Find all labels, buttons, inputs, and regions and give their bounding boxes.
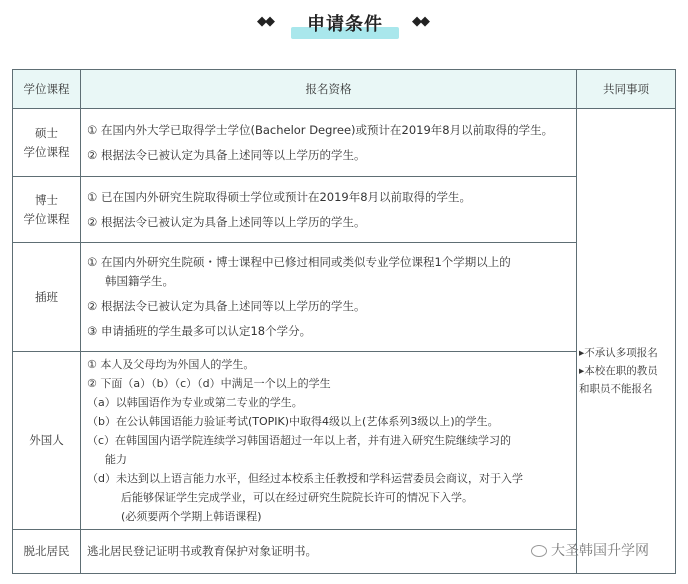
page-title: 申请条件 [307, 14, 383, 35]
common-notes: ▸不承认多项报名 ▸本校在职的教员 和职员不能报名 [577, 109, 676, 574]
requirements-doctor: ① 已在国内外研究生院取得硕士学位或预计在2019年8月以前取得的学生。 ② 根据法令已被认定为具备上述同等以上学历的学生。 [81, 177, 577, 243]
requirements-foreigner: ① 本人及父母均为外国人的学生。 ② 下面（a）（b）（c）（d）中满足一个以上的学生 （a）以韩国语作为专业或第二专业的学生。 （b）在公认韩国语能力验证考试(TOPIK)中取得4级以上(艺体系列3级以上)的学生。 （c）在韩国国内语学院连续学习韩国语超过一年以上者，并有进入研究生院继续学习的 能力 （d）未达到以上语言能力水平，但经过本校系主任教授和学科运营委员会商议，对于入学 后能够保证学生完成学业，可以在经过研究生院院长许可的情况下入学。 (必须要两个学期上韩语课程) [81, 352, 577, 530]
table-row-foreigner [13, 352, 676, 530]
requirements-master: ① 在国内外大学已取得学士学位(Bachelor Degree)或预计在2019年8月以前取得的学生。 ② 根据法令已被认定为具备上述同等以上学历的学生。 [81, 109, 577, 177]
watermark: 大圣韩国升学网 [531, 540, 649, 560]
table-row-doctor [13, 177, 676, 243]
wechat-icon [531, 545, 547, 557]
category-doctor: 博士 学位课程 [13, 177, 81, 243]
table-header-row [13, 70, 676, 109]
table-row-master [13, 109, 676, 177]
table-row-transfer [13, 243, 676, 352]
header-course: 学位课程 [13, 70, 81, 109]
header-qualification: 报名资格 [81, 70, 577, 109]
category-foreigner: 外国人 [13, 352, 81, 530]
requirements-transfer: ① 在国内外研究生院硕・博士课程中已修过相同或类似专业学位课程1个学期以上的 韩国籍学生。 ② 根据法令已被认定为具备上述同等以上学历的学生。 ③ 申请插班的学生最多可以认定18个学分。 [81, 243, 577, 352]
requirements-table [12, 69, 676, 574]
requirements-defector: 逃北居民登记证明书或教育保护对象证明书。 [81, 530, 577, 574]
category-transfer: 插班 [13, 243, 81, 352]
title-area [0, 0, 688, 50]
category-master: 硕士 学位课程 [13, 109, 81, 177]
diamond-decor-left: ◆◆ [257, 14, 273, 29]
category-defector: 脱北居民 [13, 530, 81, 574]
header-common: 共同事项 [577, 70, 676, 109]
diamond-decor-right: ◆◆ [412, 14, 428, 29]
